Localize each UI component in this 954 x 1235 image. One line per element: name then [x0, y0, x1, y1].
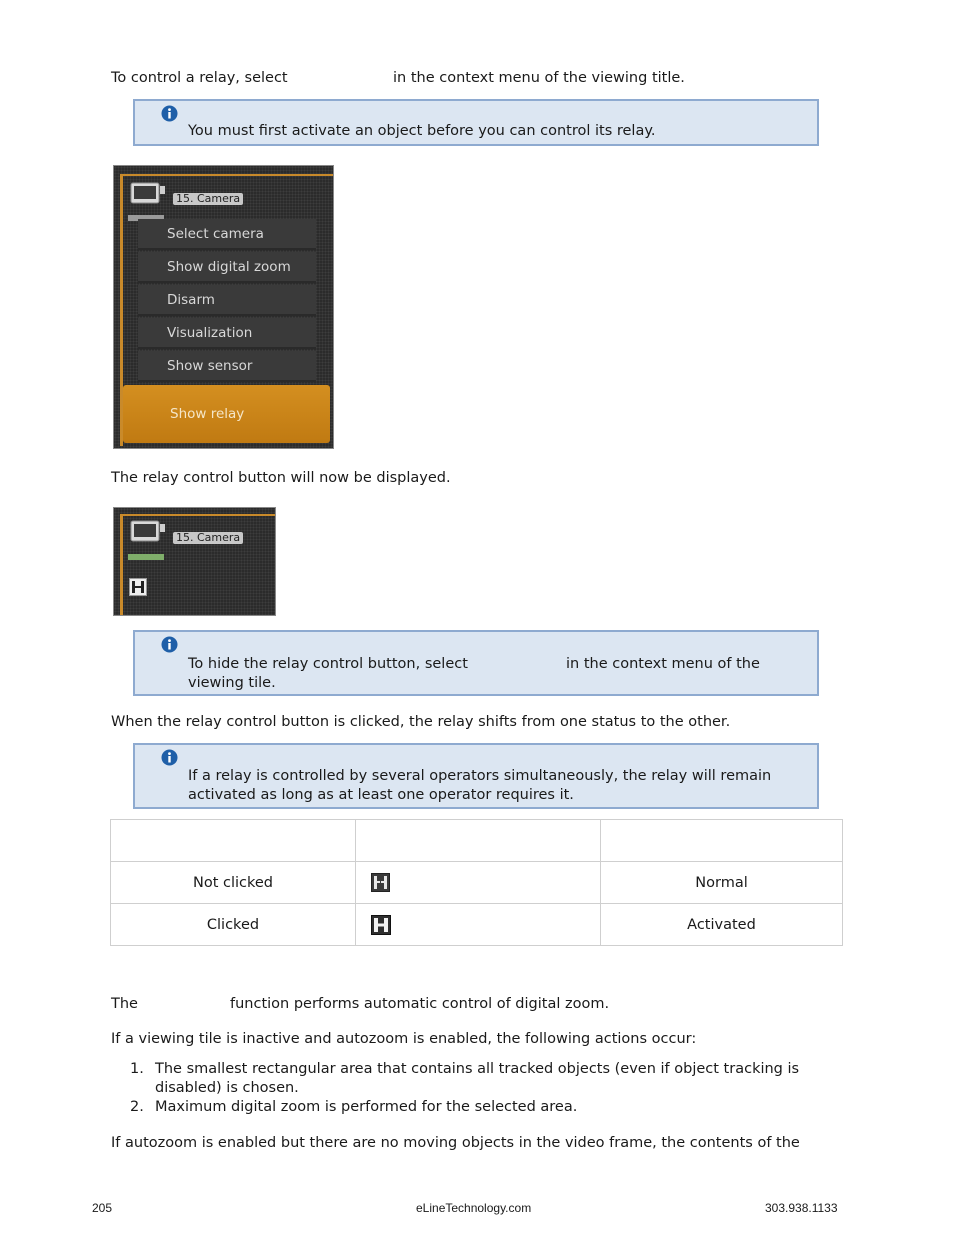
note-line1-before: To hide the relay control button, select	[188, 656, 468, 672]
status-cell: Activated	[601, 904, 843, 946]
note-box-hide-relay	[133, 630, 819, 696]
table-header-row	[111, 820, 843, 862]
intro-after: in the context menu of the viewing title.	[393, 70, 685, 86]
step-number: 2.	[130, 1099, 144, 1115]
intro-text	[111, 69, 288, 88]
note-line2: viewing tile.	[188, 675, 276, 691]
autozoom-intro-before: The	[111, 996, 138, 1012]
step-text: The smallest rectangular area that contains all tracked objects (even if object tracking is	[155, 1061, 800, 1077]
camera-icon	[130, 182, 166, 206]
table-header-cell	[601, 820, 843, 862]
intro-before: To control a relay, select	[111, 70, 288, 86]
icon-cell	[356, 904, 601, 946]
status-cell: Normal	[601, 862, 843, 904]
menu-item-show-digital-zoom[interactable]: Show digital zoom	[138, 252, 316, 283]
note-box-activate	[133, 99, 819, 146]
menu-item-select-camera[interactable]: Select camera	[138, 219, 316, 250]
relay-normal-icon	[371, 873, 390, 892]
context-menu-screenshot	[113, 165, 334, 449]
table-header-cell	[111, 820, 356, 862]
note-box-operators	[133, 743, 819, 809]
note-line2: activated as long as at least one operator requires it.	[188, 787, 574, 803]
relay-state-table	[110, 819, 843, 946]
camera-label: 15. Camera	[173, 193, 243, 205]
table-row	[111, 904, 843, 946]
camera-icon	[130, 520, 166, 544]
state-cell: Not clicked	[111, 862, 356, 904]
after-menu-text: The relay control button will now be displayed.	[111, 470, 451, 486]
relay-activated-icon	[371, 915, 391, 935]
note-line1-after: in the context menu of the	[566, 656, 760, 672]
step-number: 1.	[130, 1061, 144, 1077]
info-icon	[161, 749, 178, 766]
autozoom-last-text: If autozoom is enabled but there are no moving objects in the video frame, the contents of the	[111, 1135, 800, 1151]
note-line1: If a relay is controlled by several operators simultaneously, the relay will remain	[188, 768, 772, 784]
step-text: Maximum digital zoom is performed for the selected area.	[155, 1099, 578, 1115]
relay-button-screenshot	[113, 507, 276, 616]
relay-control-icon[interactable]	[129, 578, 147, 596]
autozoom-condition: If a viewing tile is inactive and autozoom is enabled, the following actions occur:	[111, 1031, 697, 1047]
state-cell: Clicked	[111, 904, 356, 946]
menu-item-disarm[interactable]: Disarm	[138, 285, 316, 316]
table-row	[111, 862, 843, 904]
menu-item-show-sensor[interactable]: Show sensor	[138, 351, 316, 382]
note-text: You must first activate an object before you can control its relay.	[188, 123, 656, 139]
table-header-cell	[356, 820, 601, 862]
info-icon	[161, 636, 178, 653]
footer-site: eLineTechnology.com	[416, 1201, 532, 1215]
info-icon	[161, 105, 178, 122]
page-number: 205	[92, 1201, 113, 1215]
autozoom-intro-after: function performs automatic control of digital zoom.	[230, 996, 610, 1012]
menu-item-show-relay[interactable]: Show relay	[123, 385, 330, 443]
step-text: disabled) is chosen.	[155, 1080, 299, 1096]
menu-item-visualization[interactable]: Visualization	[138, 318, 316, 349]
camera-label: 15. Camera	[173, 532, 243, 544]
footer-phone: 303.938.1133	[765, 1201, 838, 1215]
icon-cell	[356, 862, 601, 904]
relay-shift-text: When the relay control button is clicked, the relay shifts from one status to the other.	[111, 714, 731, 730]
